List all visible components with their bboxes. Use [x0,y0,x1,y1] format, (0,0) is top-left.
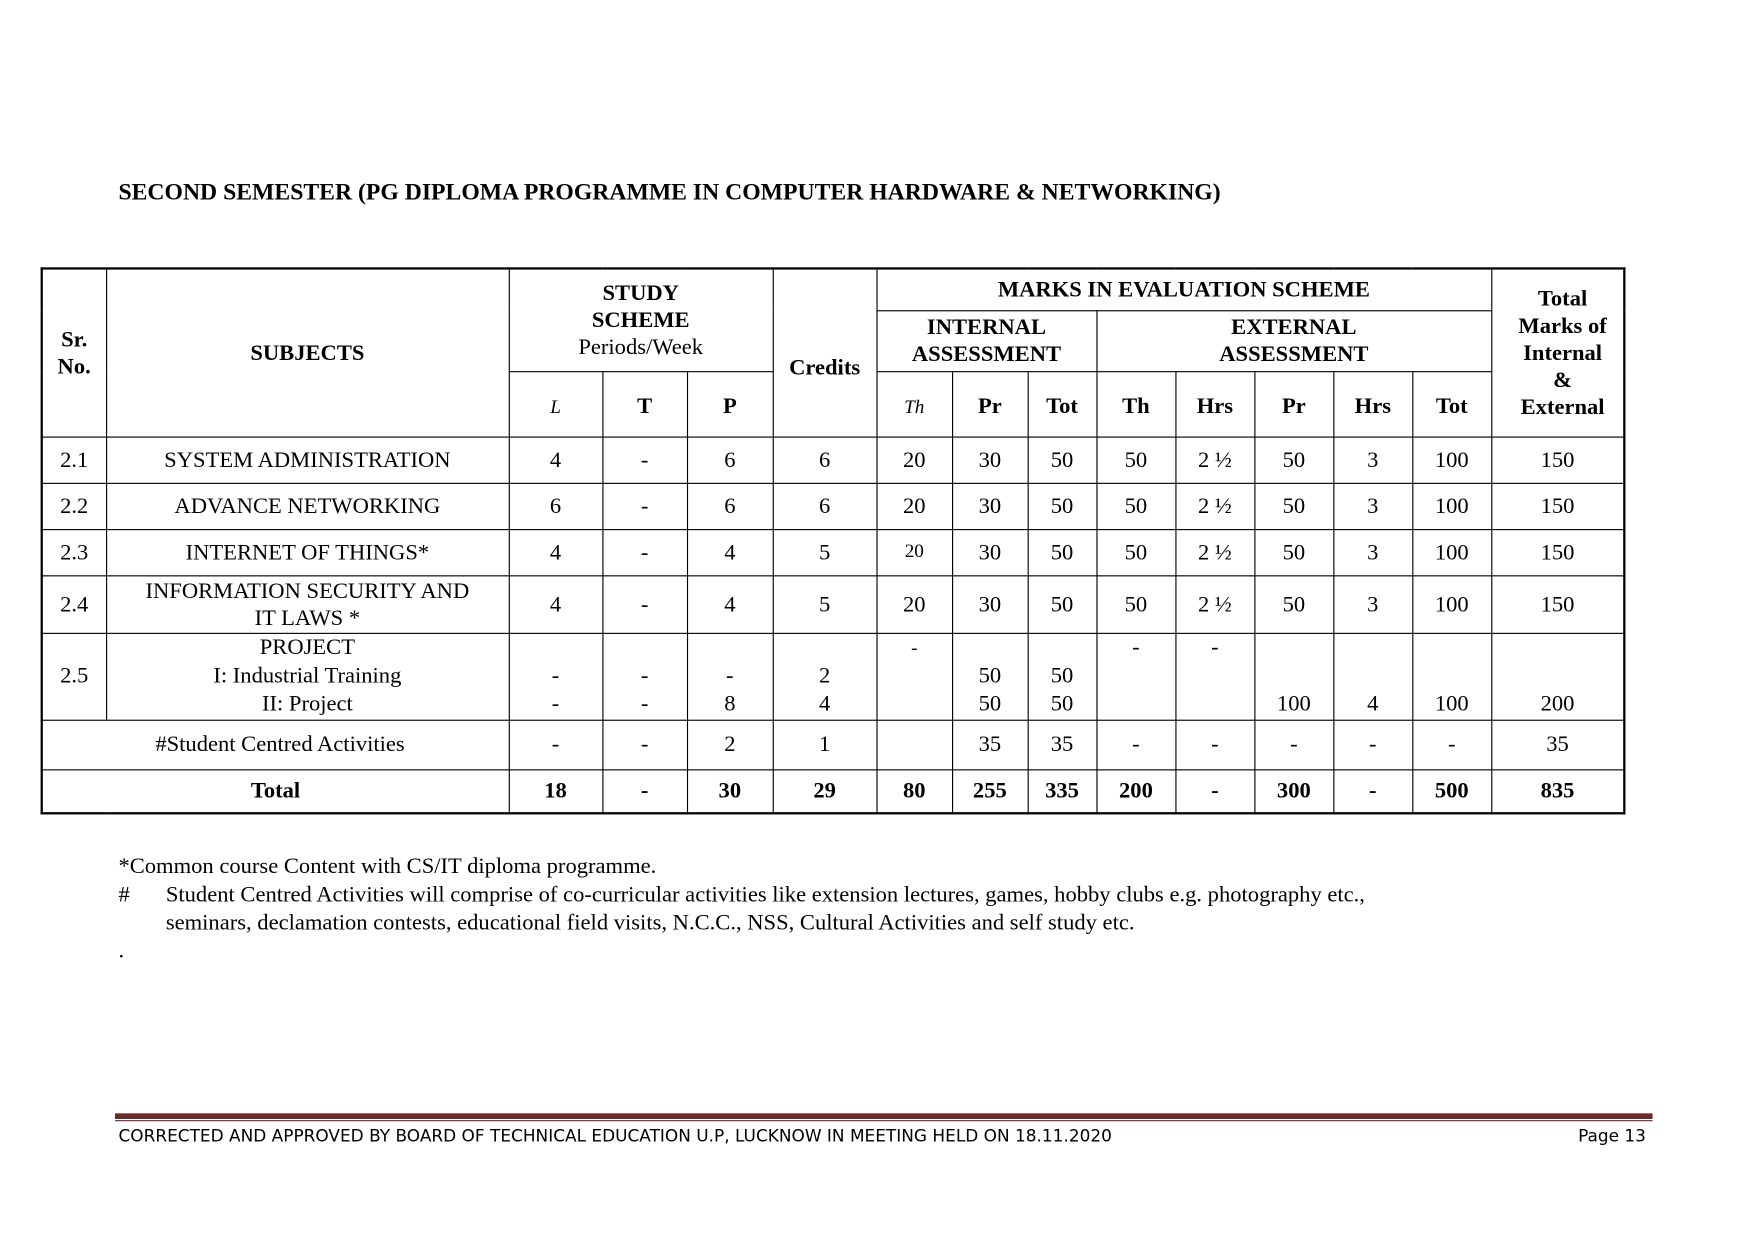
cell-value [1492,662,1623,690]
footnote-hash-marker: # [118,882,130,907]
cell-value [1413,662,1491,690]
header-t: T [602,371,687,436]
cell-l: 4 [509,437,603,483]
cell-int-th [876,720,952,770]
cell-ext-th: 50 [1096,529,1175,575]
table-row-total [42,769,1625,812]
page-title: SECOND SEMESTER (PG DIPLOMA PROGRAMME IN COMPUTER HARDWARE & NETWORKING) [118,178,1221,206]
header-internal-assessment [876,310,1096,371]
cell-ext-pr: 50 [1254,437,1333,483]
cell-int-th [876,633,952,720]
cell-subject-line: INFORMATION SECURITY AND [145,578,470,603]
cell-value [877,690,951,718]
cell-ext-tot [1412,633,1491,720]
cell-ext-pr: 300 [1254,769,1333,812]
cell-credits: 29 [773,769,877,812]
cell-value: - [1211,634,1219,660]
footnote-dot: . [118,938,125,964]
header-sr-line: Sr. [61,326,88,352]
cell-int-tot: 50 [1028,437,1097,483]
cell-ext-tot: 100 [1412,529,1491,575]
header-no-line: No. [57,353,91,379]
cell-ext-hrs: 2 ½ [1175,483,1254,529]
cell-value [1492,633,1623,661]
cell-activities-label: #Student Centred Activities [42,720,509,770]
cell-value: 4 [1367,690,1379,716]
header-ext-pr: Pr [1254,371,1333,436]
cell-int-th: 20 [876,437,952,483]
cell-ext-hrs2: 3 [1333,529,1412,575]
cell-ext-th: 50 [1096,575,1175,633]
cell-value [1413,633,1491,661]
cell-sr: 2.3 [42,529,106,575]
cell-int-pr: 30 [952,437,1028,483]
cell-ext-th: - [1096,720,1175,770]
cell-total [1491,633,1624,720]
cell-value [1097,690,1175,718]
header-total-line2: Marks of [1518,313,1607,339]
cell-ext-pr: - [1254,720,1333,770]
header-total-marks [1491,268,1624,436]
table-row-activities [42,720,1625,770]
cell-total: 150 [1491,529,1624,575]
table-row [42,483,1625,529]
cell-value [953,633,1027,661]
header-external-assessment [1096,310,1491,371]
header-ext-tot: Tot [1412,371,1491,436]
footnote-activities [118,881,1584,937]
cell-int-pr: 35 [952,720,1028,770]
cell-sr [42,633,106,720]
cell-ext-pr: 50 [1254,529,1333,575]
header-internal-line2: ASSESSMENT [911,341,1062,367]
cell-ext-hrs2: 3 [1333,483,1412,529]
cell-int-th: 20 [876,575,952,633]
cell-l: 6 [509,483,603,529]
cell-value: 2 [818,662,831,688]
header-total-line4: & [1553,367,1572,393]
cell-subject: INTERNET OF THINGS* [106,529,509,575]
cell-credits [773,633,877,720]
cell-sr-value: 2.5 [60,662,89,688]
footer-page-number: Page 13 [1578,1125,1646,1147]
cell-ext-th: 200 [1096,769,1175,812]
table-row [42,437,1625,483]
table-row-project [42,633,1625,720]
cell-subject-line: IT LAWS * [254,605,361,630]
cell-ext-hrs: - [1175,720,1254,770]
cell-credits: 6 [773,437,877,483]
cell-value: - [911,636,918,659]
cell-l: - [509,720,603,770]
header-internal-line1: INTERNAL [926,314,1047,340]
cell-ext-hrs2 [1333,633,1412,720]
cell-t [602,633,687,720]
cell-value: 100 [1434,690,1469,716]
cell-value: 50 [978,690,1002,716]
cell-total: 835 [1491,769,1624,812]
cell-value: - [640,662,649,688]
footnote-activities-line2: seminars, declamation contests, educational field visits, N.C.C., NSS, Cultural Activities and self study etc. [165,910,1135,936]
cell-credits: 5 [773,575,877,633]
cell-ext-hrs: 2 ½ [1175,575,1254,633]
cell-total: 150 [1491,437,1624,483]
cell-l: 18 [509,769,603,812]
cell-t: - [602,720,687,770]
cell-ext-hrs2: 3 [1333,437,1412,483]
cell-sr: 2.4 [42,575,106,633]
cell-value: 100 [1276,690,1311,716]
cell-p: 2 [687,720,773,770]
header-total-line3: Internal [1523,340,1603,366]
cell-value [1176,662,1254,690]
cell-ext-hrs: 2 ½ [1175,437,1254,483]
header-sr-no [42,268,106,436]
cell-p [687,633,773,720]
header-subjects: SUBJECTS [106,268,509,436]
cell-value: 200 [1540,690,1575,716]
cell-value: 50 [978,662,1002,688]
cell-value [1097,662,1175,690]
header-ext-hrs: Hrs [1175,371,1254,436]
cell-value: 8 [724,690,736,716]
cell-int-th: 20 [876,483,952,529]
footnotes [118,853,1584,966]
cell-total: 150 [1491,575,1624,633]
cell-int-pr: 30 [952,529,1028,575]
cell-value [1334,662,1412,690]
cell-subject-line: PROJECT [259,634,356,660]
cell-value [603,633,686,661]
cell-sr: 2.1 [42,437,106,483]
cell-value [1028,633,1096,661]
cell-int-th: 80 [876,769,952,812]
header-l: L [509,371,603,436]
cell-value: - [551,662,560,688]
cell-value: - [726,662,734,688]
cell-t: - [602,483,687,529]
cell-subject-line: I: Industrial Training [213,662,402,688]
header-external-line1: EXTERNAL [1231,314,1357,340]
header-int-tot: Tot [1028,371,1097,436]
cell-total: 35 [1491,720,1624,770]
header-ext-th: Th [1096,371,1175,436]
footer-divider [115,1113,1652,1119]
cell-ext-tot: 100 [1412,437,1491,483]
cell-p: 4 [687,529,773,575]
cell-ext-pr [1254,633,1333,720]
cell-int-tot: 50 [1028,529,1097,575]
cell-value [688,633,773,661]
cell-t: - [602,575,687,633]
cell-ext-th: 50 [1096,437,1175,483]
header-study-scheme [509,268,773,371]
cell-l: 4 [509,575,603,633]
footnote-common-course: *Common course Content with CS/IT diploma programme. [118,853,657,879]
cell-value: 50 [1050,690,1074,716]
header-int-th: Th [876,371,952,436]
cell-subject-line: II: Project [261,690,353,716]
cell-value [509,633,601,661]
cell-ext-hrs2: 3 [1333,575,1412,633]
cell-int-tot [1028,633,1097,720]
cell-total-label: Total [42,769,509,812]
cell-int-pr: 255 [952,769,1028,812]
cell-p: 30 [687,769,773,812]
footnote-activities-line1: Student Centred Activities will comprise of co-curricular activities like extension lectures, games, hobby clubs e.g. photography etc., [165,882,1365,907]
cell-subject [106,575,509,633]
cell-value [773,633,876,661]
cell-credits: 1 [773,720,877,770]
header-study-line: STUDY [602,280,679,306]
cell-ext-hrs2: - [1333,769,1412,812]
header-scheme-line: SCHEME [591,307,690,333]
evaluation-scheme-table [41,267,1626,814]
table-row [42,529,1625,575]
cell-value: - [1132,634,1140,660]
header-ext-hrs2: Hrs [1333,371,1412,436]
cell-l [509,633,603,720]
cell-ext-hrs: - [1175,769,1254,812]
header-marks-evaluation: MARKS IN EVALUATION SCHEME [876,268,1491,310]
cell-ext-tot: - [1412,720,1491,770]
cell-total: 150 [1491,483,1624,529]
cell-ext-pr: 50 [1254,483,1333,529]
cell-subject [106,633,509,720]
cell-value [1255,662,1333,690]
cell-subject: ADVANCE NETWORKING [106,483,509,529]
cell-ext-hrs2: - [1333,720,1412,770]
header-p: P [687,371,773,436]
header-total-line5: External [1520,394,1605,420]
cell-ext-tot: 100 [1412,575,1491,633]
cell-value: 4 [818,690,831,716]
cell-int-pr: 30 [952,483,1028,529]
cell-value: - [551,690,560,716]
table-row [42,575,1625,633]
cell-int-tot: 35 [1028,720,1097,770]
cell-int-pr: 30 [952,575,1028,633]
cell-l: 4 [509,529,603,575]
cell-int-tot: 50 [1028,483,1097,529]
cell-value: - [640,690,649,716]
cell-int-th: 20 [876,529,952,575]
cell-ext-th: 50 [1096,483,1175,529]
cell-value [1255,633,1333,661]
cell-ext-tot: 100 [1412,483,1491,529]
cell-value [877,662,951,690]
cell-credits: 5 [773,529,877,575]
cell-t: - [602,769,687,812]
cell-value [1334,633,1412,661]
cell-credits: 6 [773,483,877,529]
cell-ext-hrs [1175,633,1254,720]
cell-sr: 2.2 [42,483,106,529]
header-total-line1: Total [1537,286,1588,312]
cell-int-tot: 50 [1028,575,1097,633]
cell-ext-pr: 50 [1254,575,1333,633]
cell-int-pr [952,633,1028,720]
cell-ext-th [1096,633,1175,720]
cell-t: - [602,437,687,483]
cell-t: - [602,529,687,575]
header-external-line2: ASSESSMENT [1219,341,1369,367]
header-credits: Credits [773,268,877,436]
cell-p: 4 [687,575,773,633]
cell-p: 6 [687,483,773,529]
cell-value: 50 [1050,662,1074,688]
cell-p: 6 [687,437,773,483]
footer-approval-text: CORRECTED AND APPROVED BY BOARD OF TECHNICAL EDUCATION U.P, LUCKNOW IN MEETING HELD ON 18.11.2020 [118,1125,1112,1147]
cell-ext-tot: 500 [1412,769,1491,812]
cell-int-tot: 335 [1028,769,1097,812]
cell-ext-hrs: 2 ½ [1175,529,1254,575]
cell-value [1176,690,1254,718]
header-int-pr: Pr [952,371,1028,436]
header-periods-week: Periods/Week [578,334,704,360]
cell-subject: SYSTEM ADMINISTRATION [106,437,509,483]
